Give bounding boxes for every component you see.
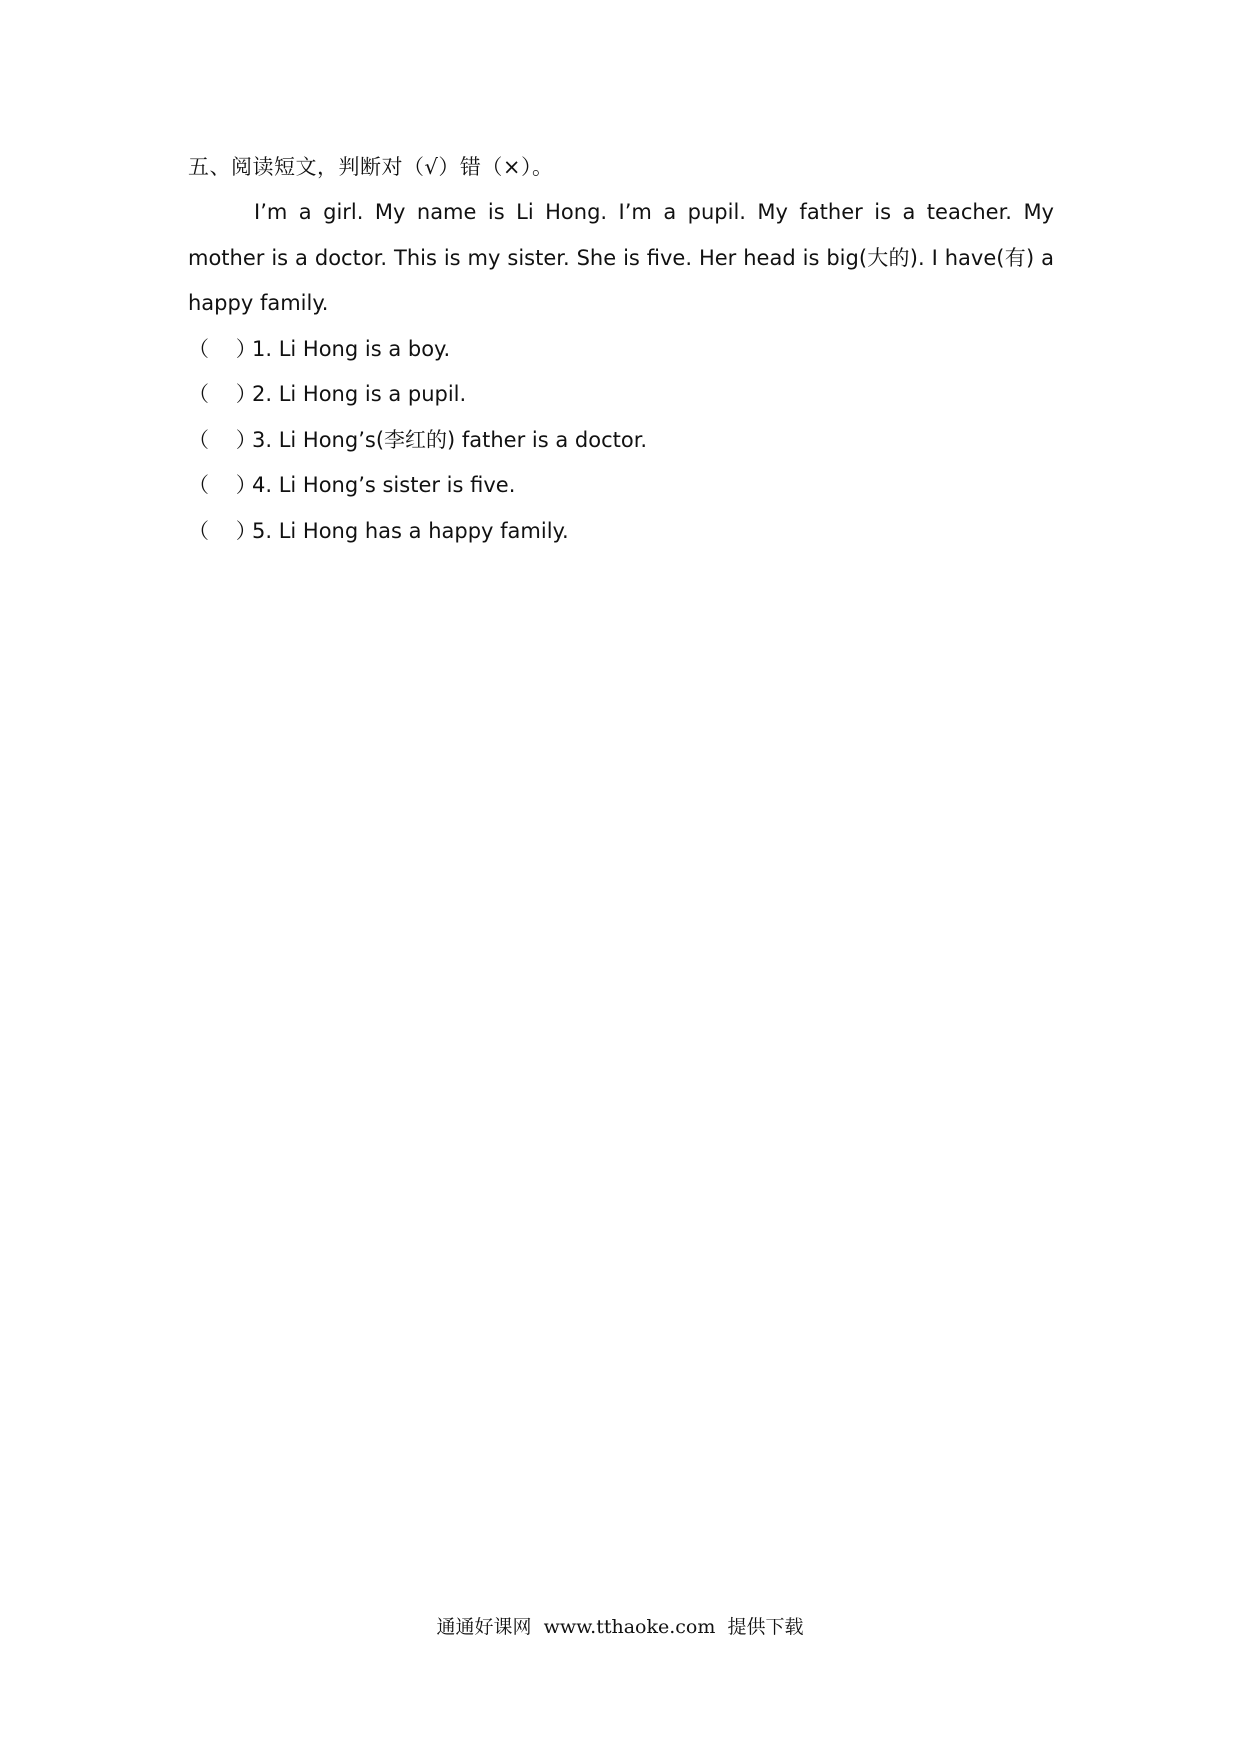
- answer-bracket[interactable]: （ ）: [188, 382, 257, 406]
- question-item-4: [188, 463, 1054, 509]
- page-footer: 通通好课网 www.tthaoke.com 提供下载: [436, 1616, 804, 1638]
- reading-section: [188, 145, 1054, 554]
- question-text: 1. Li Hong is a boy.: [252, 336, 451, 361]
- answer-bracket[interactable]: （ ）: [188, 336, 257, 361]
- answer-bracket[interactable]: （ ）: [188, 427, 257, 452]
- answer-bracket[interactable]: （ ）: [188, 518, 257, 543]
- question-item-3: [188, 418, 1054, 464]
- question-text: 5. Li Hong has a happy family.: [252, 518, 569, 543]
- question-text: 4. Li Hong’s sister is five.: [252, 473, 516, 497]
- question-item-2: [188, 372, 1054, 418]
- section-heading: 五、阅读短文，判断对（√）错（×）。: [188, 155, 554, 179]
- question-item-1: [188, 327, 1054, 373]
- question-item-5: [188, 509, 1054, 555]
- question-text: 2. Li Hong is a pupil.: [252, 382, 467, 406]
- answer-bracket[interactable]: （ ）: [188, 473, 257, 497]
- question-text: 3. Li Hong’s(李红的) father is a doctor.: [252, 427, 648, 452]
- question-list: [188, 327, 1054, 555]
- reading-passage: I’m a girl. My name is Li Hong. I’m a pupil. My father is a teacher. My mother is a doctor. This is my sister. She is five. Her head is big(大的). I have(有) a happy family.: [188, 200, 1054, 315]
